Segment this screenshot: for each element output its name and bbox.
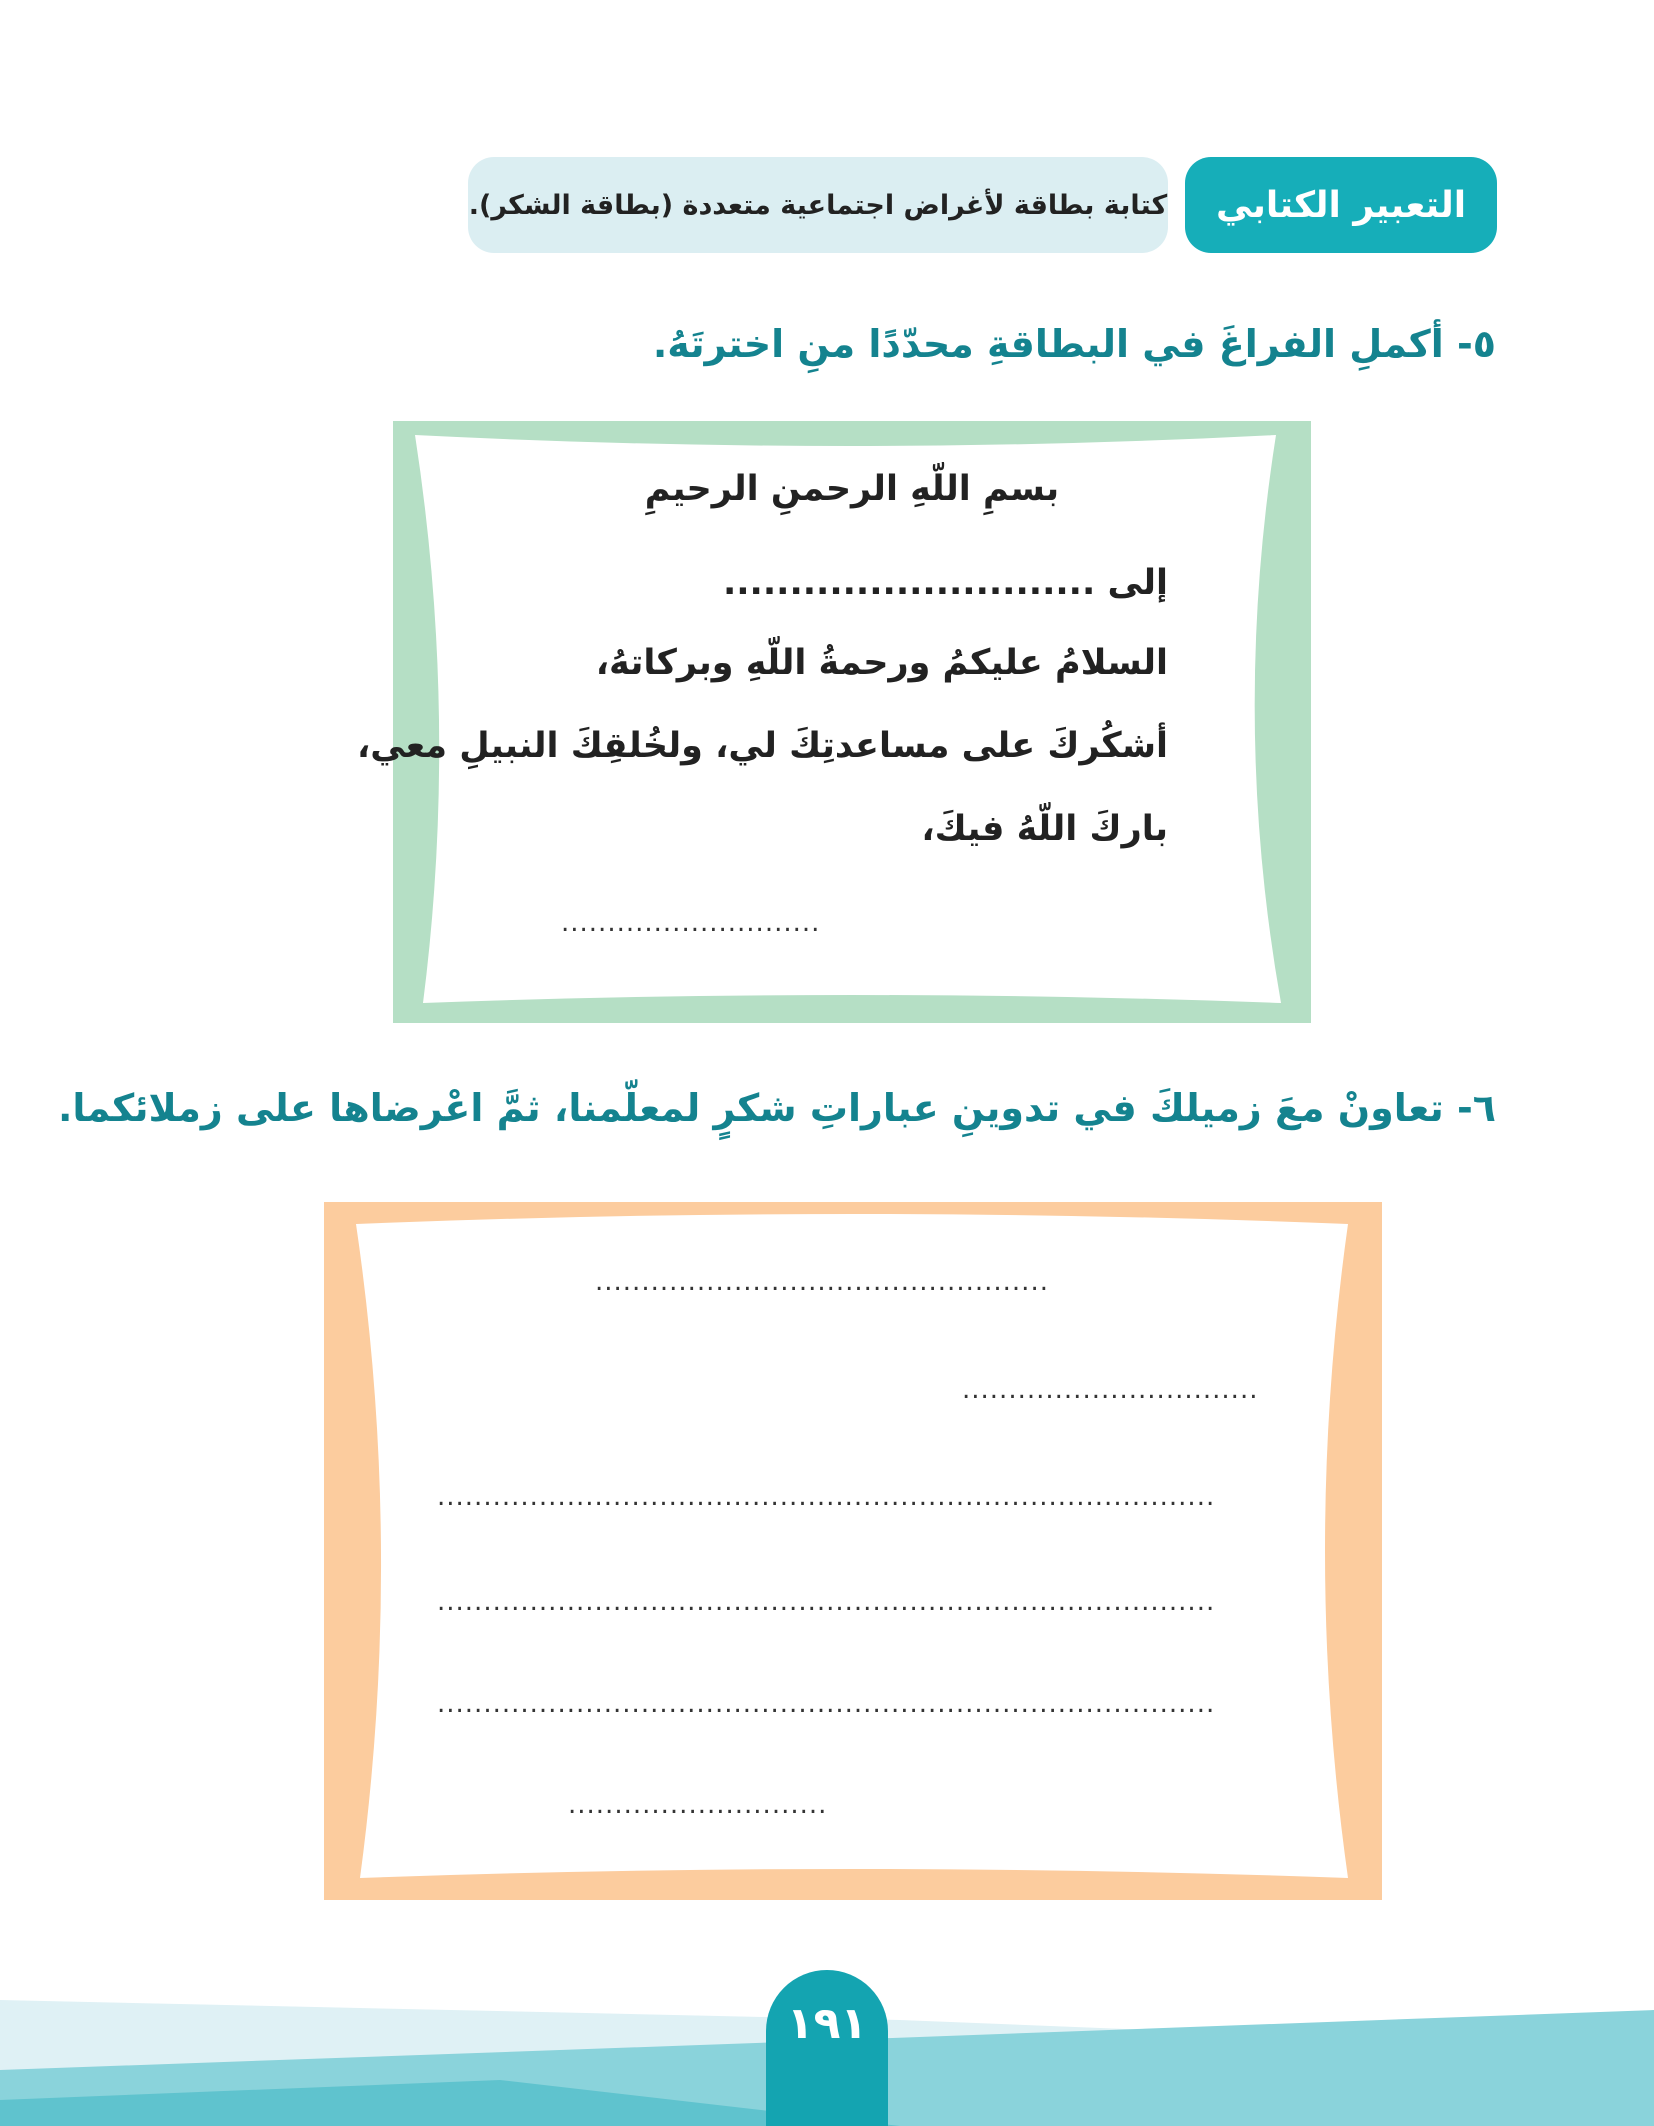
card2-blank-line[interactable]: .................................................................................... <box>437 1482 1216 1512</box>
card1-blessing: باركَ اللّهُ فيكَ، <box>921 809 1168 849</box>
card2-blank-line[interactable]: ................................ <box>962 1375 1259 1405</box>
thank-you-card-blank <box>324 1202 1382 1900</box>
page-number: ١٩١ <box>786 1998 868 2049</box>
topic-header-badge <box>468 157 1168 253</box>
thank-you-card-example <box>356 421 1311 1023</box>
page-number-badge <box>766 1970 888 2126</box>
card1-greeting: السلامُ عليكمُ ورحمةُ اللّهِ وبركاتهُ، <box>595 643 1168 683</box>
card2-blank-line[interactable]: .................................................................................... <box>437 1587 1216 1617</box>
section-label: التعبير الكتابي <box>1215 184 1467 226</box>
card1-signature-blank[interactable]: ............................ <box>561 908 821 938</box>
card2-blank-line[interactable]: ................................................. <box>595 1267 1049 1297</box>
card2-frame <box>324 1202 1382 1900</box>
card2-blank-line[interactable]: ............................ <box>568 1790 828 1820</box>
card1-recipient-line[interactable]: إلى ............................ <box>722 563 1168 603</box>
question-5: ٥- أكملِ الفراغَ في البطاقةِ محدّدًا منِ اخترتَهُ. <box>652 322 1496 366</box>
card1-frame <box>393 421 1311 1023</box>
card2-blank-line[interactable]: .................................................................................... <box>437 1689 1216 1719</box>
card1-basmala: بسمِ اللّهِ الرحمنِ الرحيمِ <box>644 469 1060 509</box>
topic-label: كتابة بطاقة لأغراض اجتماعية متعددة (بطاقة الشكر). <box>468 189 1168 221</box>
section-header-badge <box>1185 157 1497 253</box>
card1-thanks-line: أشكُركَ على مساعدتِكَ لي، ولخُلقِكَ النبيلِ معي، <box>356 726 1168 766</box>
question-6: ٦- تعاونْ معَ زميلكَ في تدوينِ عباراتِ شكرٍ لمعلّمنا، ثمَّ اعْرضاها على زملائكما. <box>57 1086 1496 1130</box>
